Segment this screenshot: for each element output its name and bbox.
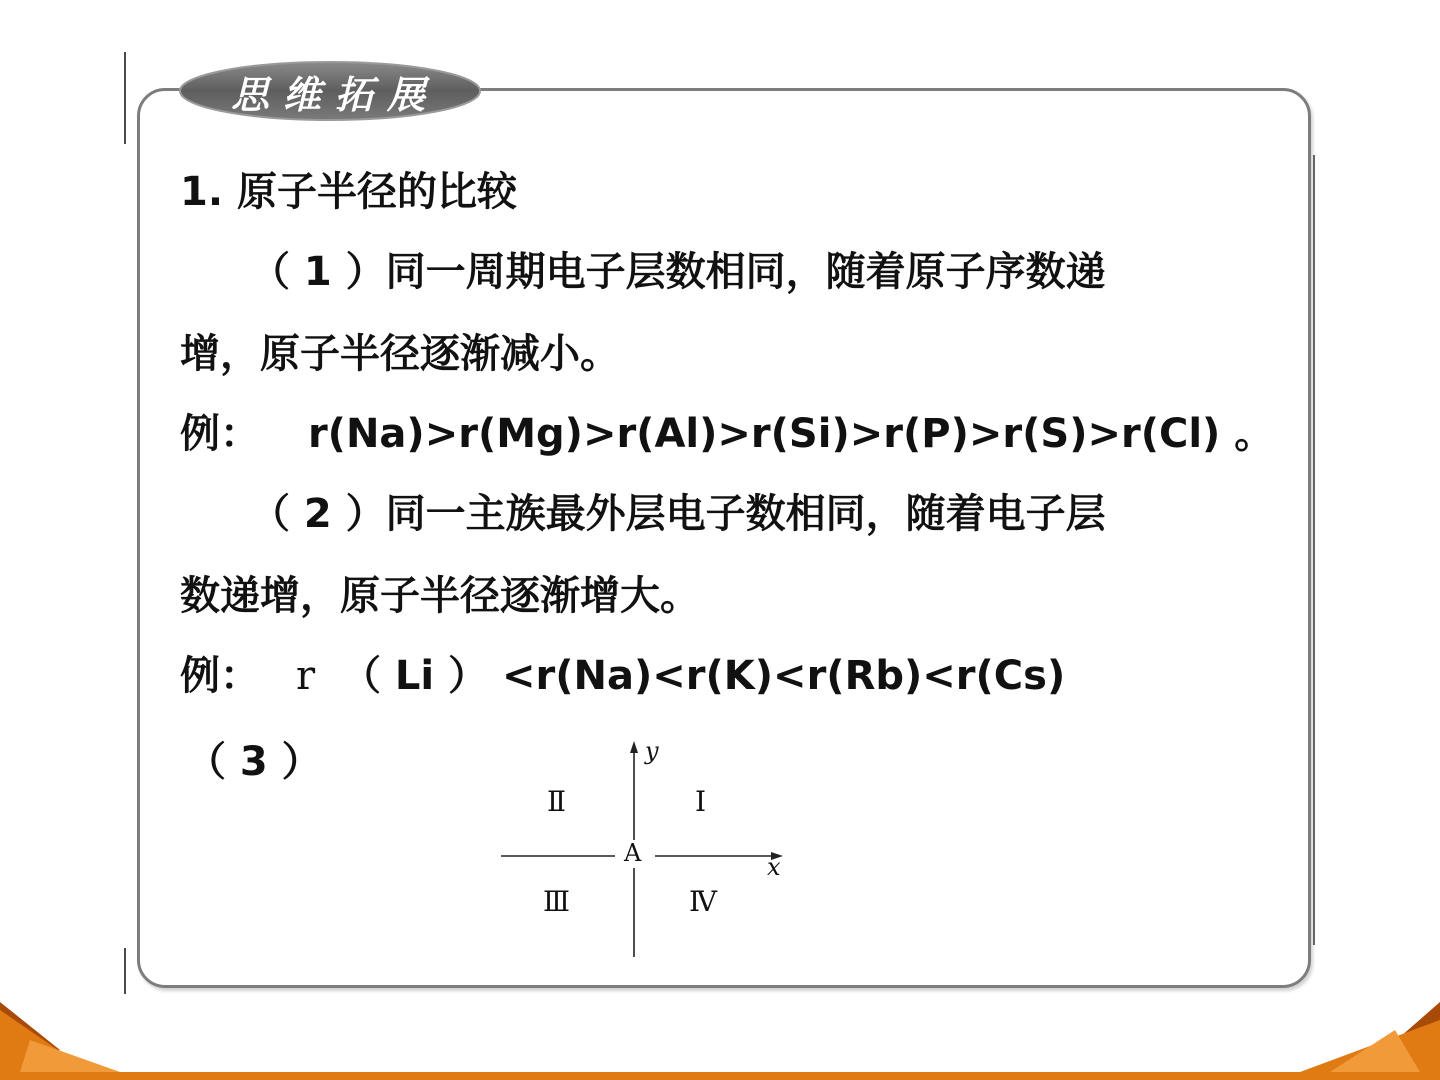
badge-title: 思维拓展 xyxy=(230,71,439,117)
example-2-r: r xyxy=(295,653,316,699)
left-accent-line-bottom xyxy=(124,948,126,994)
quadrant-4-label: Ⅳ xyxy=(689,885,717,918)
left-accent-line-top xyxy=(124,52,126,144)
quadrant-2-label: Ⅱ xyxy=(547,785,567,818)
y-axis-label: y xyxy=(645,737,659,765)
paragraph-1-line-2: 增，原子半径逐渐减小。 xyxy=(180,331,620,377)
right-accent-line xyxy=(1313,155,1315,945)
paragraph-1-line-1: （ 1 ）同一周期电子层数相同，随着原子序数递 xyxy=(250,249,1106,295)
quadrant-1-label: Ⅰ xyxy=(695,785,707,818)
paragraph-2-line-1: （ 2 ）同一主族最外层电子数相同，随着电子层 xyxy=(250,491,1106,537)
origin-label: A xyxy=(624,839,642,867)
y-axis-arrow xyxy=(630,741,638,753)
x-axis-label: x xyxy=(767,853,781,881)
paragraph-3-label: （ 3 ） xyxy=(186,739,322,785)
section-heading: 1. 原子半径的比较 xyxy=(180,169,517,215)
quadrant-3-label: Ⅲ xyxy=(543,885,571,918)
bottom-decoration xyxy=(0,990,1440,1080)
example-2-formula: （ Li ） <r(Na)<r(K)<r(Rb)<r(Cs) xyxy=(341,653,1066,699)
example-1-label: 例： xyxy=(180,411,260,457)
example-1-formula: r(Na)>r(Mg)>r(Al)>r(Si)>r(P)>r(S)>r(Cl) 。 xyxy=(307,411,1275,457)
quadrant-axes xyxy=(495,735,795,960)
example-1 xyxy=(180,410,1274,458)
paragraph-2-line-2: 数递增，原子半径逐渐增大。 xyxy=(180,573,700,619)
quadrant-diagram xyxy=(495,735,795,960)
title-badge xyxy=(178,60,482,122)
example-2 xyxy=(180,652,1065,700)
example-2-label: 例： xyxy=(180,653,260,699)
